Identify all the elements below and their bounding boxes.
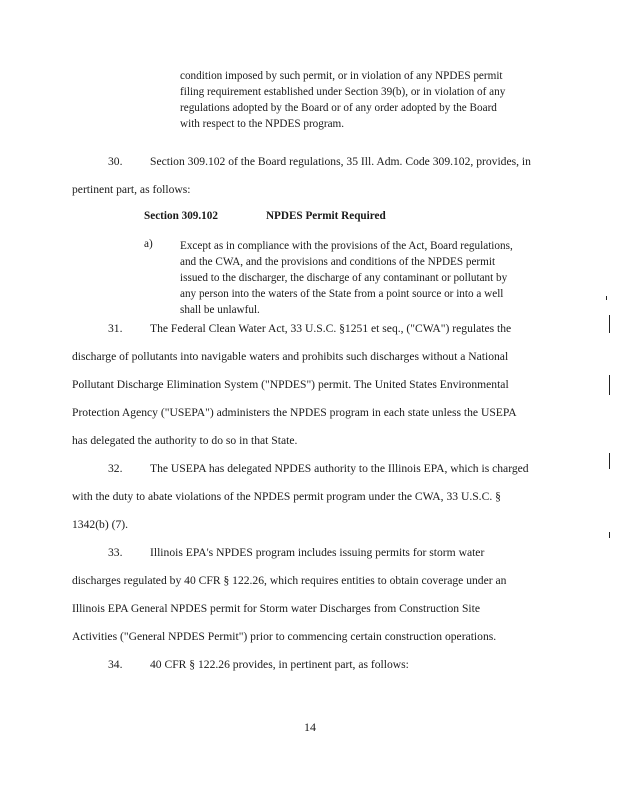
section-heading (144, 210, 386, 222)
paragraph-30-text: Section 309.102 of the Board regulations, 35 Ill. Adm. Code 309.102, provides, in (150, 155, 531, 168)
paragraph-33-line-4: Activities ("General NPDES Permit") prior to commencing certain construction operations. (72, 630, 497, 643)
subsection-a-label: a) (144, 238, 153, 250)
paragraph-30-line-1 (108, 154, 531, 170)
scan-mark (606, 296, 607, 300)
paragraph-31-text: The Federal Clean Water Act, 33 U.S.C. §1251 et seq., ("CWA") regulates the (150, 322, 512, 335)
paragraph-31-number: 31. (108, 322, 123, 335)
quoted-statute-continuation: condition imposed by such permit, or in violation of any NPDES permit filing requirement established under Section 39(b), or in violation of any regulations adopted by the Board or of any order adopted by the Board with respect to the NPDES program. (180, 70, 506, 130)
section-title: NPDES Permit Required (265, 210, 386, 222)
paragraph-32-number: 32. (108, 462, 123, 475)
paragraph-31-line-2: discharge of pollutants into navigable waters and prohibits such discharges without a National (72, 350, 509, 363)
paragraph-34-number: 34. (108, 658, 123, 671)
paragraph-30-line-2: pertinent part, as follows: (72, 183, 191, 196)
scan-mark (609, 532, 610, 538)
paragraph-32-line-2: with the duty to abate violations of the NPDES permit program under the CWA, 33 U.S.C. § (72, 490, 501, 503)
paragraph-31-line-5: has delegated the authority to do so in that State. (72, 434, 298, 447)
paragraph-33-line-1 (108, 545, 484, 561)
paragraph-32-line-3: 1342(b) (7). (72, 518, 129, 531)
scan-mark (609, 315, 610, 333)
paragraph-31-line-4: Protection Agency ("USEPA") administers the NPDES program in each state unless the USEPA (72, 406, 517, 419)
scan-mark (609, 375, 610, 395)
paragraph-34-text: 40 CFR § 122.26 provides, in pertinent part, as follows: (150, 658, 409, 671)
paragraph-31-line-3: Pollutant Discharge Elimination System ("NPDES") permit. The United States Environmental (72, 378, 509, 391)
paragraph-34-line-1 (108, 657, 409, 673)
paragraph-31-line-1 (108, 321, 511, 337)
paragraph-32-line-1 (108, 461, 529, 477)
paragraph-32-text: The USEPA has delegated NPDES authority to the Illinois EPA, which is charged (150, 462, 529, 475)
paragraph-33-number: 33. (108, 546, 123, 559)
section-number: Section 309.102 (144, 210, 218, 222)
paragraph-30-number: 30. (108, 155, 123, 168)
paragraph-33-text: Illinois EPA's NPDES program includes issuing permits for storm water (150, 546, 485, 559)
paragraph-33-line-3: Illinois EPA General NPDES permit for Storm water Discharges from Construction Site (72, 602, 480, 615)
subsection-a-text: Except as in compliance with the provisions of the Act, Board regulations, and the CWA, and the provisions and conditions of the NPDES permit issued to the discharger, the discharge of any contaminant or pollutant by any person into the waters of the State from a point source or into a well shall be unlawful. (180, 240, 513, 316)
page-number: 14 (304, 720, 316, 734)
paragraph-33-line-2: discharges regulated by 40 CFR § 122.26, which requires entities to obtain coverage under an (72, 574, 507, 587)
scan-mark (609, 453, 610, 469)
